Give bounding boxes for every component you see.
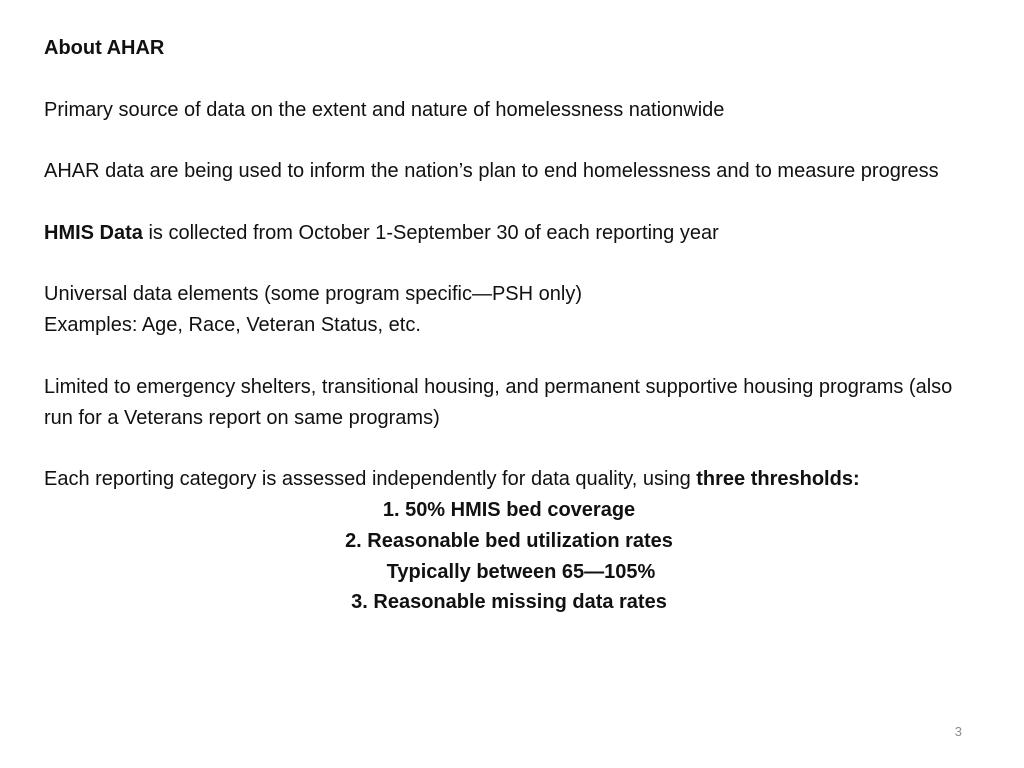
- spacer: [44, 187, 974, 218]
- threshold-item-3: 3. Reasonable missing data rates: [351, 591, 667, 614]
- paragraph-data-quality: [44, 464, 974, 495]
- paragraph-primary-source: Primary source of data on the extent and nature of homelessness nationwide: [44, 98, 725, 121]
- threshold-item-2: 2. Reasonable bed utilization rates: [345, 529, 673, 552]
- three-thresholds-term: three thresholds:: [696, 468, 860, 491]
- paragraph-universal-elements: Universal data elements (some program specific—PSH only): [44, 283, 582, 306]
- paragraph-ahar-usage: AHAR data are being used to inform the nation’s plan to end homelessness and to measure progress: [44, 160, 939, 183]
- paragraph-hmis-data: [44, 218, 974, 249]
- spacer: [44, 341, 974, 372]
- hmis-data-term: HMIS Data: [44, 221, 143, 244]
- spacer: [44, 125, 974, 156]
- hmis-data-description: is collected from October 1-September 30 of each reporting year: [142, 221, 719, 244]
- paragraph-limited-programs: Limited to emergency shelters, transitional housing, and permanent supportive housing programs (also run for a Veterans report on same programs): [44, 375, 953, 429]
- page-number: 3: [954, 724, 962, 739]
- slide-heading: About AHAR: [44, 37, 165, 59]
- spacer: [44, 64, 974, 95]
- spacer: [44, 249, 974, 280]
- slide-content: [44, 33, 974, 618]
- paragraph-examples: Examples: Age, Race, Veteran Status, etc.: [44, 314, 421, 337]
- spacer: [44, 433, 974, 464]
- thresholds-list: [44, 495, 974, 618]
- data-quality-text: Each reporting category is assessed independently for data quality, using: [44, 468, 697, 491]
- threshold-item-1: 1. 50% HMIS bed coverage: [382, 498, 636, 521]
- threshold-item-2-detail: Typically between 65—105%: [386, 560, 656, 583]
